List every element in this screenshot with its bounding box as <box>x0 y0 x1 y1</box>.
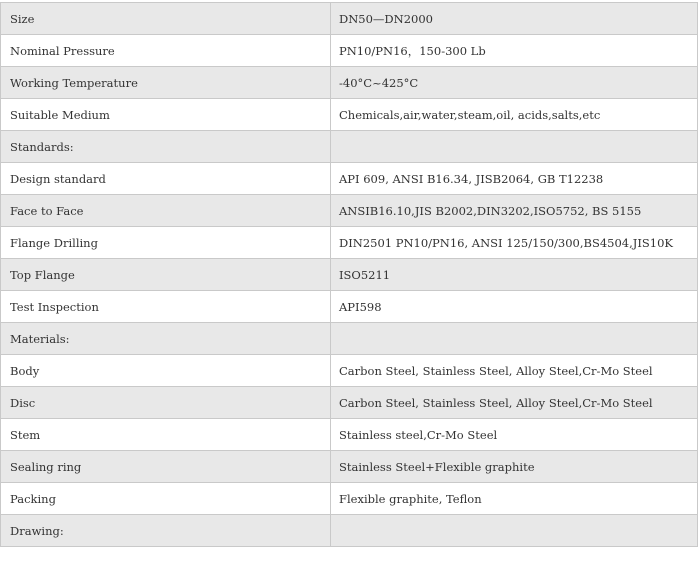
row-label: Top Flange <box>1 259 331 291</box>
row-label: Face to Face <box>1 195 331 227</box>
table-row-materials-header <box>1 323 698 355</box>
table-row-disc <box>1 387 698 419</box>
table-row-working-temperature <box>1 67 698 99</box>
row-value: Chemicals,air,water,steam,oil, acids,salts,etc <box>331 99 698 131</box>
section-label: Standards: <box>1 131 331 163</box>
row-value: -40°C~425°C <box>331 67 698 99</box>
table-row-sealing-ring <box>1 451 698 483</box>
row-value: Stainless steel,Cr-Mo Steel <box>331 419 698 451</box>
table-row-packing <box>1 483 698 515</box>
row-label: Nominal Pressure <box>1 35 331 67</box>
table-row-suitable-medium <box>1 99 698 131</box>
row-value: PN10/PN16，150-300 Lb <box>331 35 698 67</box>
table-row-top-flange <box>1 259 698 291</box>
row-value: API 609, ANSI B16.34, JISB2064, GB T12238 <box>331 163 698 195</box>
table-row-stem <box>1 419 698 451</box>
row-label: Body <box>1 355 331 387</box>
table-row-drawing-header <box>1 515 698 547</box>
row-label: Design standard <box>1 163 331 195</box>
row-label: Suitable Medium <box>1 99 331 131</box>
row-label: Stem <box>1 419 331 451</box>
table-row-design-standard <box>1 163 698 195</box>
row-value: Stainless Steel+Flexible graphite <box>331 451 698 483</box>
row-label: Test Inspection <box>1 291 331 323</box>
row-label: Working Temperature <box>1 67 331 99</box>
row-value: ISO5211 <box>331 259 698 291</box>
row-value: ANSIB16.10,JIS B2002,DIN3202,ISO5752, BS 5155 <box>331 195 698 227</box>
specification-table <box>0 2 698 547</box>
row-label: Sealing ring <box>1 451 331 483</box>
table-row-flange-drilling <box>1 227 698 259</box>
row-value: DIN2501 PN10/PN16, ANSI 125/150/300,BS4504,JIS10K <box>331 227 698 259</box>
table-row-size <box>1 3 698 35</box>
row-value: API598 <box>331 291 698 323</box>
table-row-test-inspection <box>1 291 698 323</box>
row-value <box>331 131 698 163</box>
row-value: Carbon Steel, Stainless Steel, Alloy Steel,Cr-Mo Steel <box>331 387 698 419</box>
section-label: Drawing: <box>1 515 331 547</box>
row-value: DN50—DN2000 <box>331 3 698 35</box>
row-label: Packing <box>1 483 331 515</box>
row-value <box>331 323 698 355</box>
table-row-face-to-face <box>1 195 698 227</box>
row-label: Size <box>1 3 331 35</box>
row-value <box>331 515 698 547</box>
row-value: Carbon Steel, Stainless Steel, Alloy Steel,Cr-Mo Steel <box>331 355 698 387</box>
table-row-standards-header <box>1 131 698 163</box>
row-value: Flexible graphite, Teflon <box>331 483 698 515</box>
section-label: Materials: <box>1 323 331 355</box>
row-label: Disc <box>1 387 331 419</box>
table-row-nominal-pressure <box>1 35 698 67</box>
row-label: Flange Drilling <box>1 227 331 259</box>
table-row-body <box>1 355 698 387</box>
